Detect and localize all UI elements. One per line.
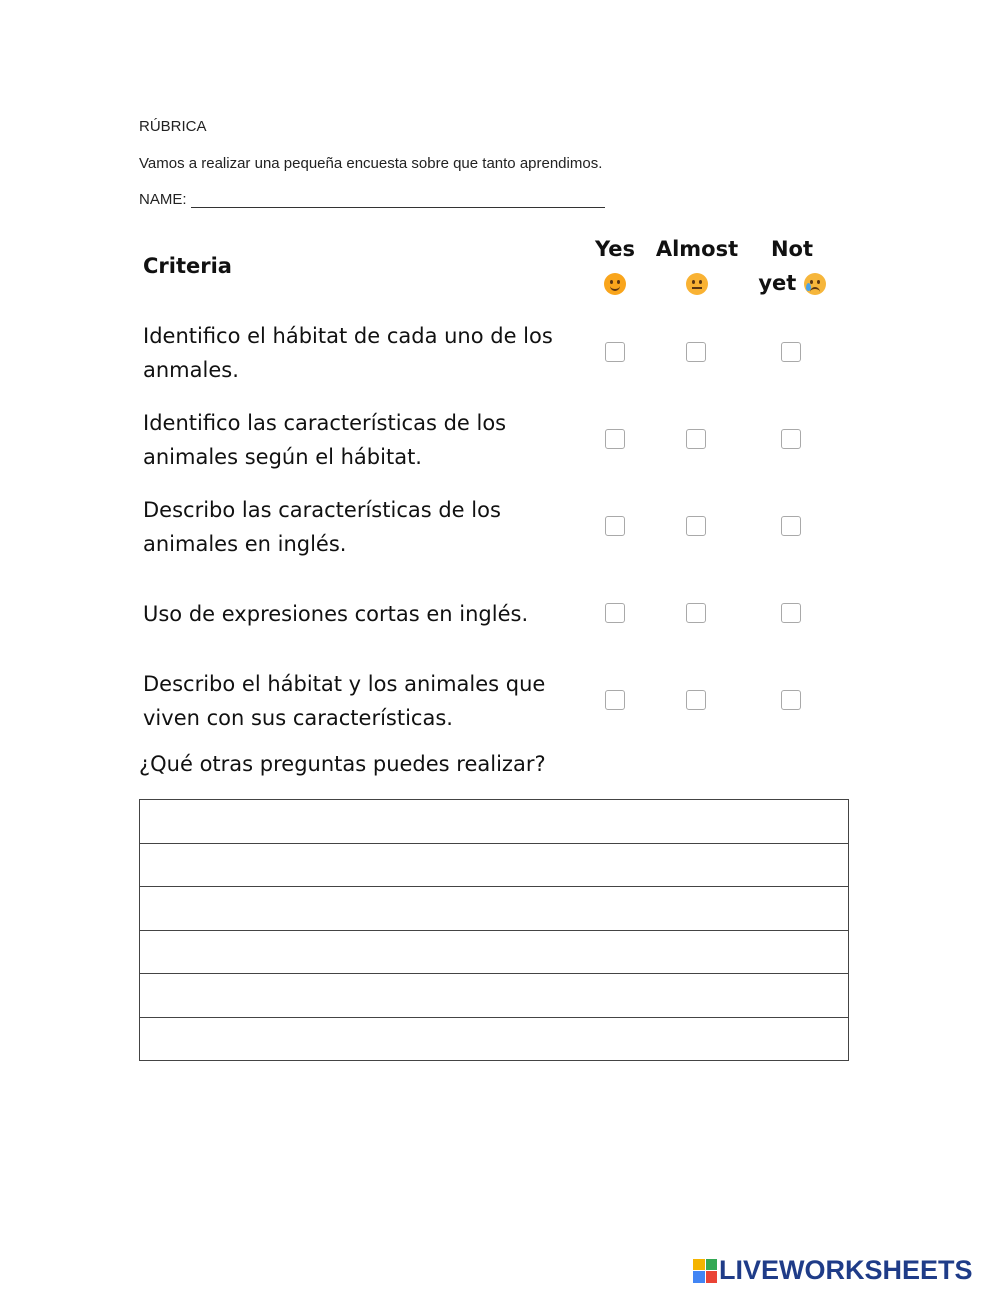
criterion-text: animales según el hábitat. bbox=[143, 445, 422, 469]
checkbox-row1-not-yet[interactable] bbox=[781, 342, 801, 362]
checkbox-row2-not-yet[interactable] bbox=[781, 429, 801, 449]
checkbox-row5-yes[interactable] bbox=[605, 690, 625, 710]
criteria-header: Criteria bbox=[143, 254, 232, 278]
neutral-face-icon bbox=[686, 273, 708, 295]
column-label-yet: yet bbox=[758, 271, 797, 295]
criterion-row-3 bbox=[143, 493, 583, 561]
criterion-row-4 bbox=[143, 597, 583, 631]
checkbox-row4-almost[interactable] bbox=[686, 603, 706, 623]
checkbox-row4-not-yet[interactable] bbox=[781, 603, 801, 623]
checkbox-row3-not-yet[interactable] bbox=[781, 516, 801, 536]
liveworksheets-logo-icon bbox=[693, 1259, 717, 1283]
checkbox-row2-almost[interactable] bbox=[686, 429, 706, 449]
page-title: RÚBRICA bbox=[139, 118, 207, 135]
column-label-almost: Almost bbox=[655, 237, 739, 261]
answer-input[interactable] bbox=[140, 887, 849, 931]
checkbox-row1-almost[interactable] bbox=[686, 342, 706, 362]
checkbox-row5-almost[interactable] bbox=[686, 690, 706, 710]
answer-input[interactable] bbox=[140, 974, 849, 1018]
criterion-row-2 bbox=[143, 406, 583, 474]
column-header-not-yet bbox=[745, 232, 839, 300]
column-label-not: Not bbox=[770, 237, 814, 261]
name-input-line[interactable] bbox=[191, 193, 605, 208]
answer-input[interactable] bbox=[140, 843, 849, 887]
column-label-yes: Yes bbox=[594, 237, 636, 261]
liveworksheets-logo bbox=[693, 1255, 973, 1286]
smiling-face-icon bbox=[604, 273, 626, 295]
checkbox-row3-yes[interactable] bbox=[605, 516, 625, 536]
criterion-text: Identifico el hábitat de cada uno de los bbox=[143, 324, 553, 348]
column-header-almost bbox=[655, 232, 739, 300]
checkbox-row5-not-yet[interactable] bbox=[781, 690, 801, 710]
logo-text: LIVEWORKSHEETS bbox=[719, 1255, 973, 1285]
criterion-text: Describo las características de los bbox=[143, 498, 501, 522]
name-row bbox=[139, 191, 605, 208]
intro-text: Vamos a realizar una pequeña encuesta sobre que tanto aprendimos. bbox=[139, 155, 603, 172]
answer-input[interactable] bbox=[140, 800, 849, 844]
criterion-text: Describo el hábitat y los animales que bbox=[143, 672, 546, 696]
answer-line bbox=[140, 930, 849, 974]
criterion-row-1 bbox=[143, 319, 583, 387]
criterion-text: animales en inglés. bbox=[143, 532, 347, 556]
criterion-text: viven con sus características. bbox=[143, 706, 453, 730]
answer-line bbox=[140, 1017, 849, 1061]
column-header-yes bbox=[585, 232, 645, 300]
answer-line bbox=[140, 800, 849, 844]
checkbox-row4-yes[interactable] bbox=[605, 603, 625, 623]
answer-line bbox=[140, 974, 849, 1018]
answer-line bbox=[140, 887, 849, 931]
checkbox-row3-almost[interactable] bbox=[686, 516, 706, 536]
criterion-row-5 bbox=[143, 667, 583, 735]
criterion-text: anmales. bbox=[143, 358, 239, 382]
name-label: NAME: bbox=[139, 191, 187, 208]
criterion-text: Identifico las características de los bbox=[143, 411, 507, 435]
criterion-text: Uso de expresiones cortas en inglés. bbox=[143, 602, 529, 626]
checkbox-row1-yes[interactable] bbox=[605, 342, 625, 362]
open-question: ¿Qué otras preguntas puedes realizar? bbox=[139, 752, 546, 776]
answer-input[interactable] bbox=[140, 1017, 849, 1061]
answer-line bbox=[140, 843, 849, 887]
checkbox-row2-yes[interactable] bbox=[605, 429, 625, 449]
crying-face-icon bbox=[804, 273, 826, 295]
answer-input[interactable] bbox=[140, 930, 849, 974]
answer-lines-table bbox=[139, 799, 849, 1061]
